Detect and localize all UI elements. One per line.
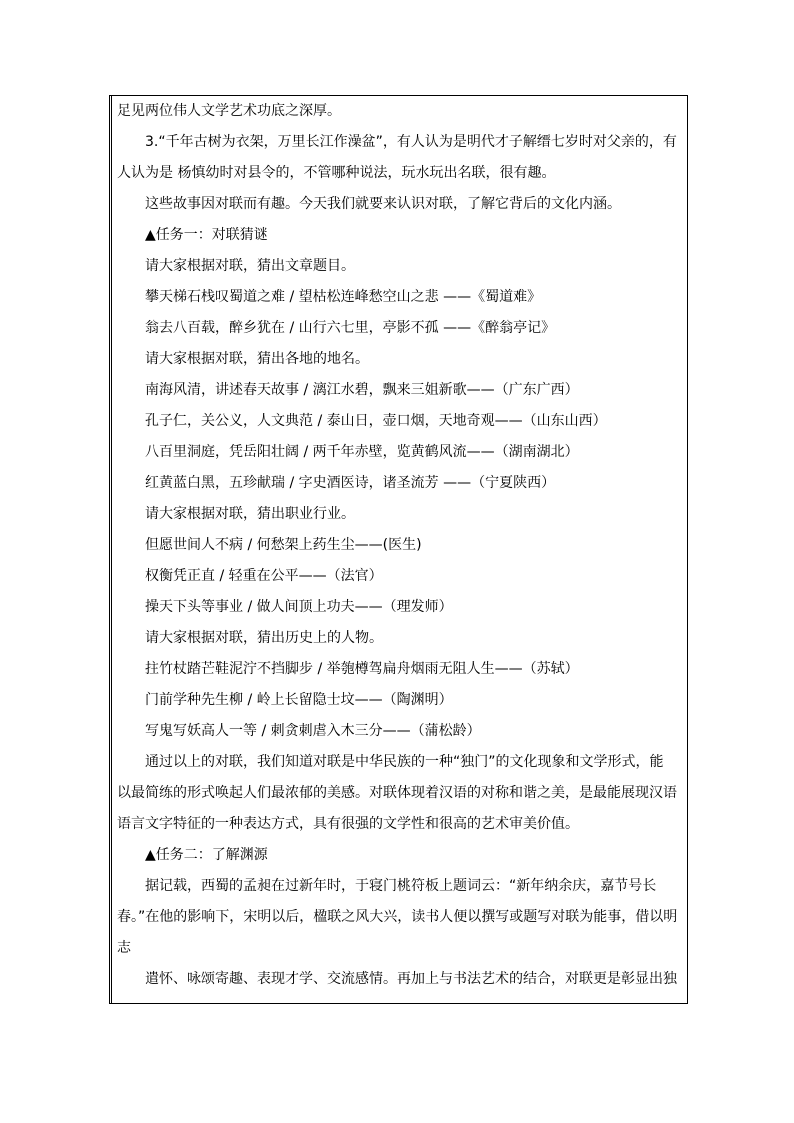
text-line: 春。”在他的影响下，宋明以后，楹联之风大兴，读书人便以撰写或题写对联为能事，借以明 [117,909,678,925]
text-line: 以最简练的形式唤起人们最浓郁的美感。对联体现着汉语的对称和谐之美，是最能展现汉语 [117,785,677,801]
text-line: 这些故事因对联而有趣。今天我们就要来认识对联，了解它背后的文化内涵。 [145,196,621,212]
text-line: 请大家根据对联，猜出职业行业。 [145,506,355,522]
text-line: 门前学种先生柳 / 岭上长留隐士坟——（陶渊明） [145,692,453,708]
text-line: ▲任务二：了解渊源 [145,847,268,863]
text-line: 请大家根据对联，猜出历史上的人物。 [145,630,383,646]
text-line: 操天下头等事业 / 做人间顶上功夫——（理发师） [145,599,453,615]
text-line: 通过以上的对联，我们知道对联是中华民族的一种“独门”的文化现象和文学形式，能 [145,754,664,770]
text-line: 遣怀、咏颂寄趣、表现才学、交流感情。再加上与书法艺术的结合，对联更是彰显出独 [145,971,677,987]
text-line: 翁去八百载，醉乡犹在 / 山行六七里，亭影不孤 ——《醉翁亭记》 [145,320,556,336]
text-line: 据记载，西蜀的孟昶在过新年时，于寝门桃符板上题词云：“新年纳余庆，嘉节号长 [145,878,657,894]
text-line: ▲任务一：对联猜谜 [145,227,268,243]
text-line: 请大家根据对联，猜出文章题目。 [145,258,355,274]
text-line: 拄竹杖踏芒鞋泥泞不挡脚步 / 举匏樽驾扁舟烟雨无阻人生——（苏轼） [145,661,579,677]
text-line: 3.“千年古树为衣架，万里长江作澡盆”，有人认为是明代才子解缙七岁时对父亲的，有 [145,134,677,150]
text-line: 权衡凭正直 / 轻重在公平——（法官） [145,568,383,584]
text-line: 但愿世间人不病 / 何愁架上药生尘——(医生) [145,537,422,553]
text-line: 志 [117,940,131,956]
text-line: 语言文字特征的一种表达方式，具有很强的文学性和很高的艺术审美价值。 [117,816,579,832]
text-line: 请大家根据对联，猜出各地的地名。 [145,351,369,367]
text-line: 攀天梯石栈叹蜀道之难 / 望枯松连峰愁空山之悲 ——《蜀道难》 [145,289,542,305]
text-line: 红黄蓝白黑，五珍献瑞 / 字史酒医诗，诸圣流芳 ——（宁夏陕西） [145,475,556,491]
text-line: 人认为是 杨慎幼时对县令的，不管哪种说法，玩水玩出名联，很有趣。 [117,165,556,181]
table-column-divider [111,95,112,1004]
text-line: 八百里洞庭，凭岳阳壮阔 / 两千年赤壁，览黄鹤风流——（湖南湖北） [145,444,579,460]
lesson-text-body [117,96,683,995]
text-line: 足见两位伟人文学艺术功底之深厚。 [117,103,341,119]
text-line: 南海风清，讲述春天故事 / 漓江水碧，飘来三姐新歌——（广东广西） [145,382,579,398]
text-line: 写鬼写妖高人一等 / 刺贪刺虐入木三分——（蒲松龄） [145,723,481,739]
text-line: 孔子仁，关公义，人文典范 / 泰山日，壶口烟，天地奇观——（山东山西） [145,413,607,429]
